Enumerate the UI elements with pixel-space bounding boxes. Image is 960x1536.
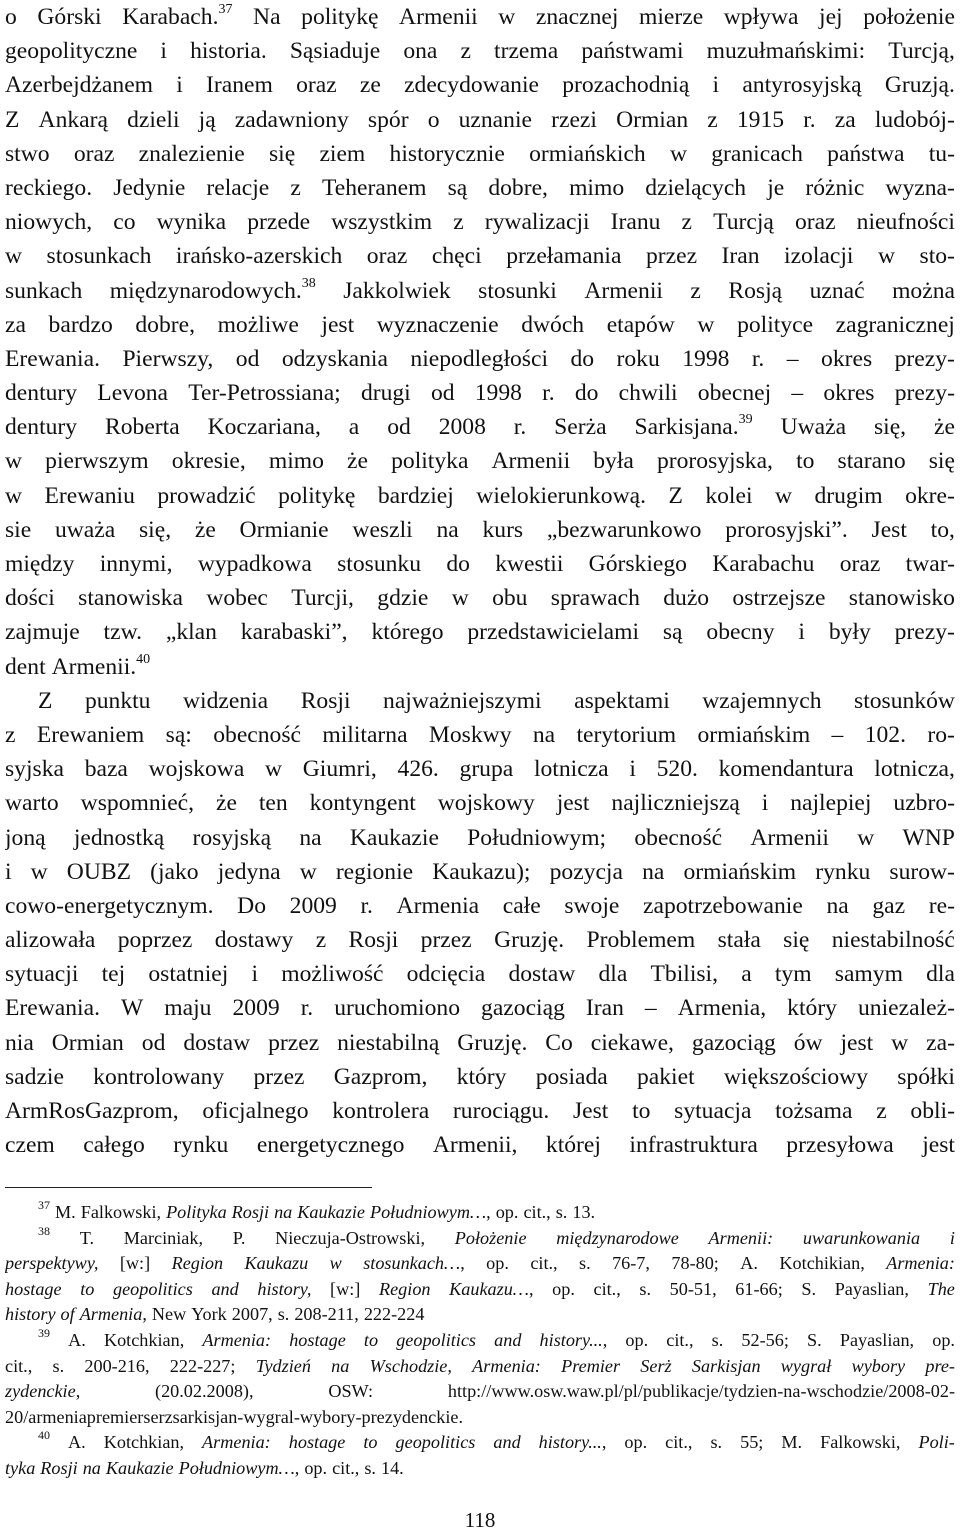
footnote-number: 39: [38, 1327, 50, 1340]
body-line: z Erewaniem są: obecność militarna Moskwy na terytorium ormiańskim – 102. ro-: [5, 721, 955, 748]
body-line: sunkach międzynarodowych.$^{38}$ Jakkolwiek stosunki Armenii z Rosją uznać można: [5, 275, 955, 304]
body-line: i w OUBZ (jako jedyna w regionie Kaukazu); pozycja na ormiańskim rynku surow-: [5, 858, 955, 885]
body-line: Erewania. Pierwszy, od odzyskania niepodległości do roku 1998 r. – okres prezy-: [5, 345, 955, 372]
footnote-line: $^{37}$ M. Falkowski, Polityka Rosji na Kaukazie Południowym…, op. cit., s. 13.: [38, 1200, 596, 1222]
body-line: czem całego rynku energetycznego Armenii, której infrastruktura przesyłowa jest: [5, 1132, 955, 1159]
body-line: sadzie kontrolowany przez Gazprom, który posiada pakiet większościowy spółki: [5, 1063, 955, 1090]
body-line: joną jednostką rosyjską na Kaukazie Południowym; obecność Armenii w WNP: [5, 824, 955, 851]
footnote-line: $^{40}$ A. Kotchkian, Armenia: hostage to geopolitics and history..., op. cit., s. 55; M. Falkowski, Poli-: [38, 1430, 955, 1453]
body-line: Z punktu widzenia Rosji najważniejszymi aspektami wzajemnych stosunków: [38, 687, 955, 714]
footnote-line: history of Armenia, New York 2007, s. 208-211, 222-224: [5, 1304, 425, 1325]
body-line: dentury Roberta Koczariana, a od 2008 r. Serża Sarkisjana.$^{39}$ Uważa się, że: [5, 412, 955, 441]
body-line: cowo-energetycznym. Do 2009 r. Armenia całe swoje zapotrzebowanie na gaz re-: [5, 892, 955, 919]
body-line: w Erewaniu prowadzić politykę bardziej wielokierunkową. Z kolei w drugim okre-: [5, 482, 955, 509]
footnote-marker: 38: [301, 275, 316, 291]
body-line: syjska baza wojskowa w Giumri, 426. grupa lotnicza i 520. komendantura lotnicza,: [5, 756, 955, 783]
page-number: 118: [464, 1508, 496, 1532]
footnotes: [5, 1200, 955, 1482]
footnote-line: $^{38}$ T. Marciniak, P. Nieczuja-Ostrowski, Położenie międzynarodowe Armenii: uwarunkowania i: [38, 1225, 955, 1248]
body-line: stwo oraz znalezienie się ziem historycznie ormiańskich w granicach państwa tu-: [5, 140, 955, 167]
body-line: Erewania. W maju 2009 r. uruchomiono gazociąg Iran – Armenia, który uniezależ-: [5, 995, 955, 1022]
body-line: ArmRosGazprom, oficjalnego kontrolera rurociągu. Jest to sytuacja tożsama z obli-: [5, 1098, 955, 1124]
body-line: niowych, co wynika przede wszystkim z rywalizacji Iranu z Turcją oraz nieufności: [5, 209, 955, 236]
footnote-marker: 39: [738, 412, 753, 428]
footnote-line: zydenckie, (20.02.2008), OSW: http://www.osw.waw.pl/pl/publikacje/tydzien-na-wschodzie/2008-02-: [5, 1381, 955, 1402]
footnote-number: 38: [38, 1225, 50, 1238]
body-line: między innymi, wypadkowa stosunku do kwestii Górskiego Karabachu oraz twar-: [5, 551, 955, 577]
footnote-line: tyka Rosji na Kaukazie Południowym…, op. cit., s. 14.: [5, 1457, 404, 1478]
body-line: reckiego. Jedynie relacje z Teheranem są dobre, mimo dzielących je różnic wyzna-: [5, 174, 955, 201]
footnote-line: $^{39}$ A. Kotchkian, Armenia: hostage to geopolitics and history..., op. cit., s. 52-56; S. Payaslian, op.: [38, 1327, 955, 1350]
body-line: nia Ormian od dostaw przez niestabilną Gruzję. Co ciekawe, gazociąg ów jest w za-: [5, 1029, 955, 1056]
body-line: warto wspomnieć, że ten kontyngent wojskowy jest najliczniejszą i najlepiej uzbro-: [5, 790, 955, 817]
body-line: sytuacji tej ostatniej i możliwość odcięcia dostaw dla Tbilisi, a tym samym dla: [5, 961, 955, 988]
footnote-line: cit., s. 200-216, 222-227; Tydzień na Wschodzie, Armenia: Premier Serż Sarkisjan wygrał wybory pre-: [5, 1355, 955, 1376]
footnote-line: 20/armeniapremierserzsarkisjan-wygral-wybory-prezydenckie.: [5, 1406, 464, 1427]
body-line: Z Ankarą dzieli ją zadawniony spór o uznanie rzezi Ormian z 1915 r. za ludobój-: [5, 106, 955, 133]
footnote-separator: [5, 1187, 372, 1188]
footnote-marker: 37: [218, 2, 233, 17]
body-line: alizowała poprzez dostawy z Rosji przez Gruzję. Problemem stała się niestabilność: [5, 927, 955, 954]
footnote-number: 40: [38, 1430, 50, 1443]
body-text: [5, 0, 955, 1162]
body-line: dości stanowiska wobec Turcji, gdzie w obu sprawach dużo ostrzejsze stanowisko: [5, 585, 955, 612]
body-line: o Górski Karabach.$^{37}$ Na politykę Armenii w znacznej mierze wpływa jej położenie: [5, 2, 955, 30]
body-line: za bardzo dobre, możliwe jest wyznaczenie dwóch etapów w polityce zagranicznej: [5, 311, 955, 338]
body-line: zajmuje tzw. „klan karabaski”, którego przedstawicielami są obecny i były prezy-: [5, 619, 955, 646]
footnote-number: 37: [38, 1200, 50, 1212]
body-line: geopolityczne i historia. Sąsiaduje ona z trzema państwami muzułmańskimi: Turcją,: [5, 38, 955, 65]
body-line: sie uważa się, że Ormianie weszli na kurs „bezwarunkowo prorosyjski”. Jest to,: [5, 516, 955, 543]
body-line: w pierwszym okresie, mimo że polityka Armenii była prorosyjska, to starano się: [5, 448, 955, 475]
footnote-line: hostage to geopolitics and history, [w:] Region Kaukazu…, op. cit., s. 50-51, 61-66; S. Payaslian, The: [5, 1278, 955, 1299]
body-line: Azerbejdżanem i Iranem oraz ze zdecydowanie prozachodnią i antyrosyjską Gruzją.: [5, 72, 955, 99]
footnote-marker: 40: [136, 651, 151, 667]
body-line: dentury Levona Ter-Petrossiana; drugi od 1998 r. do chwili obecnej – okres prezy-: [5, 380, 955, 407]
body-line: dent Armenii.$^{40}$: [5, 651, 151, 680]
body-line: w stosunkach irańsko-azerskich oraz chęci przełamania przez Iran izolacji w sto-: [5, 243, 955, 270]
footnote-line: perspektywy, [w:] Region Kaukazu w stosunkach…, op. cit., s. 76-7, 78-80; A. Kotchikian, Armenia:: [5, 1253, 955, 1274]
